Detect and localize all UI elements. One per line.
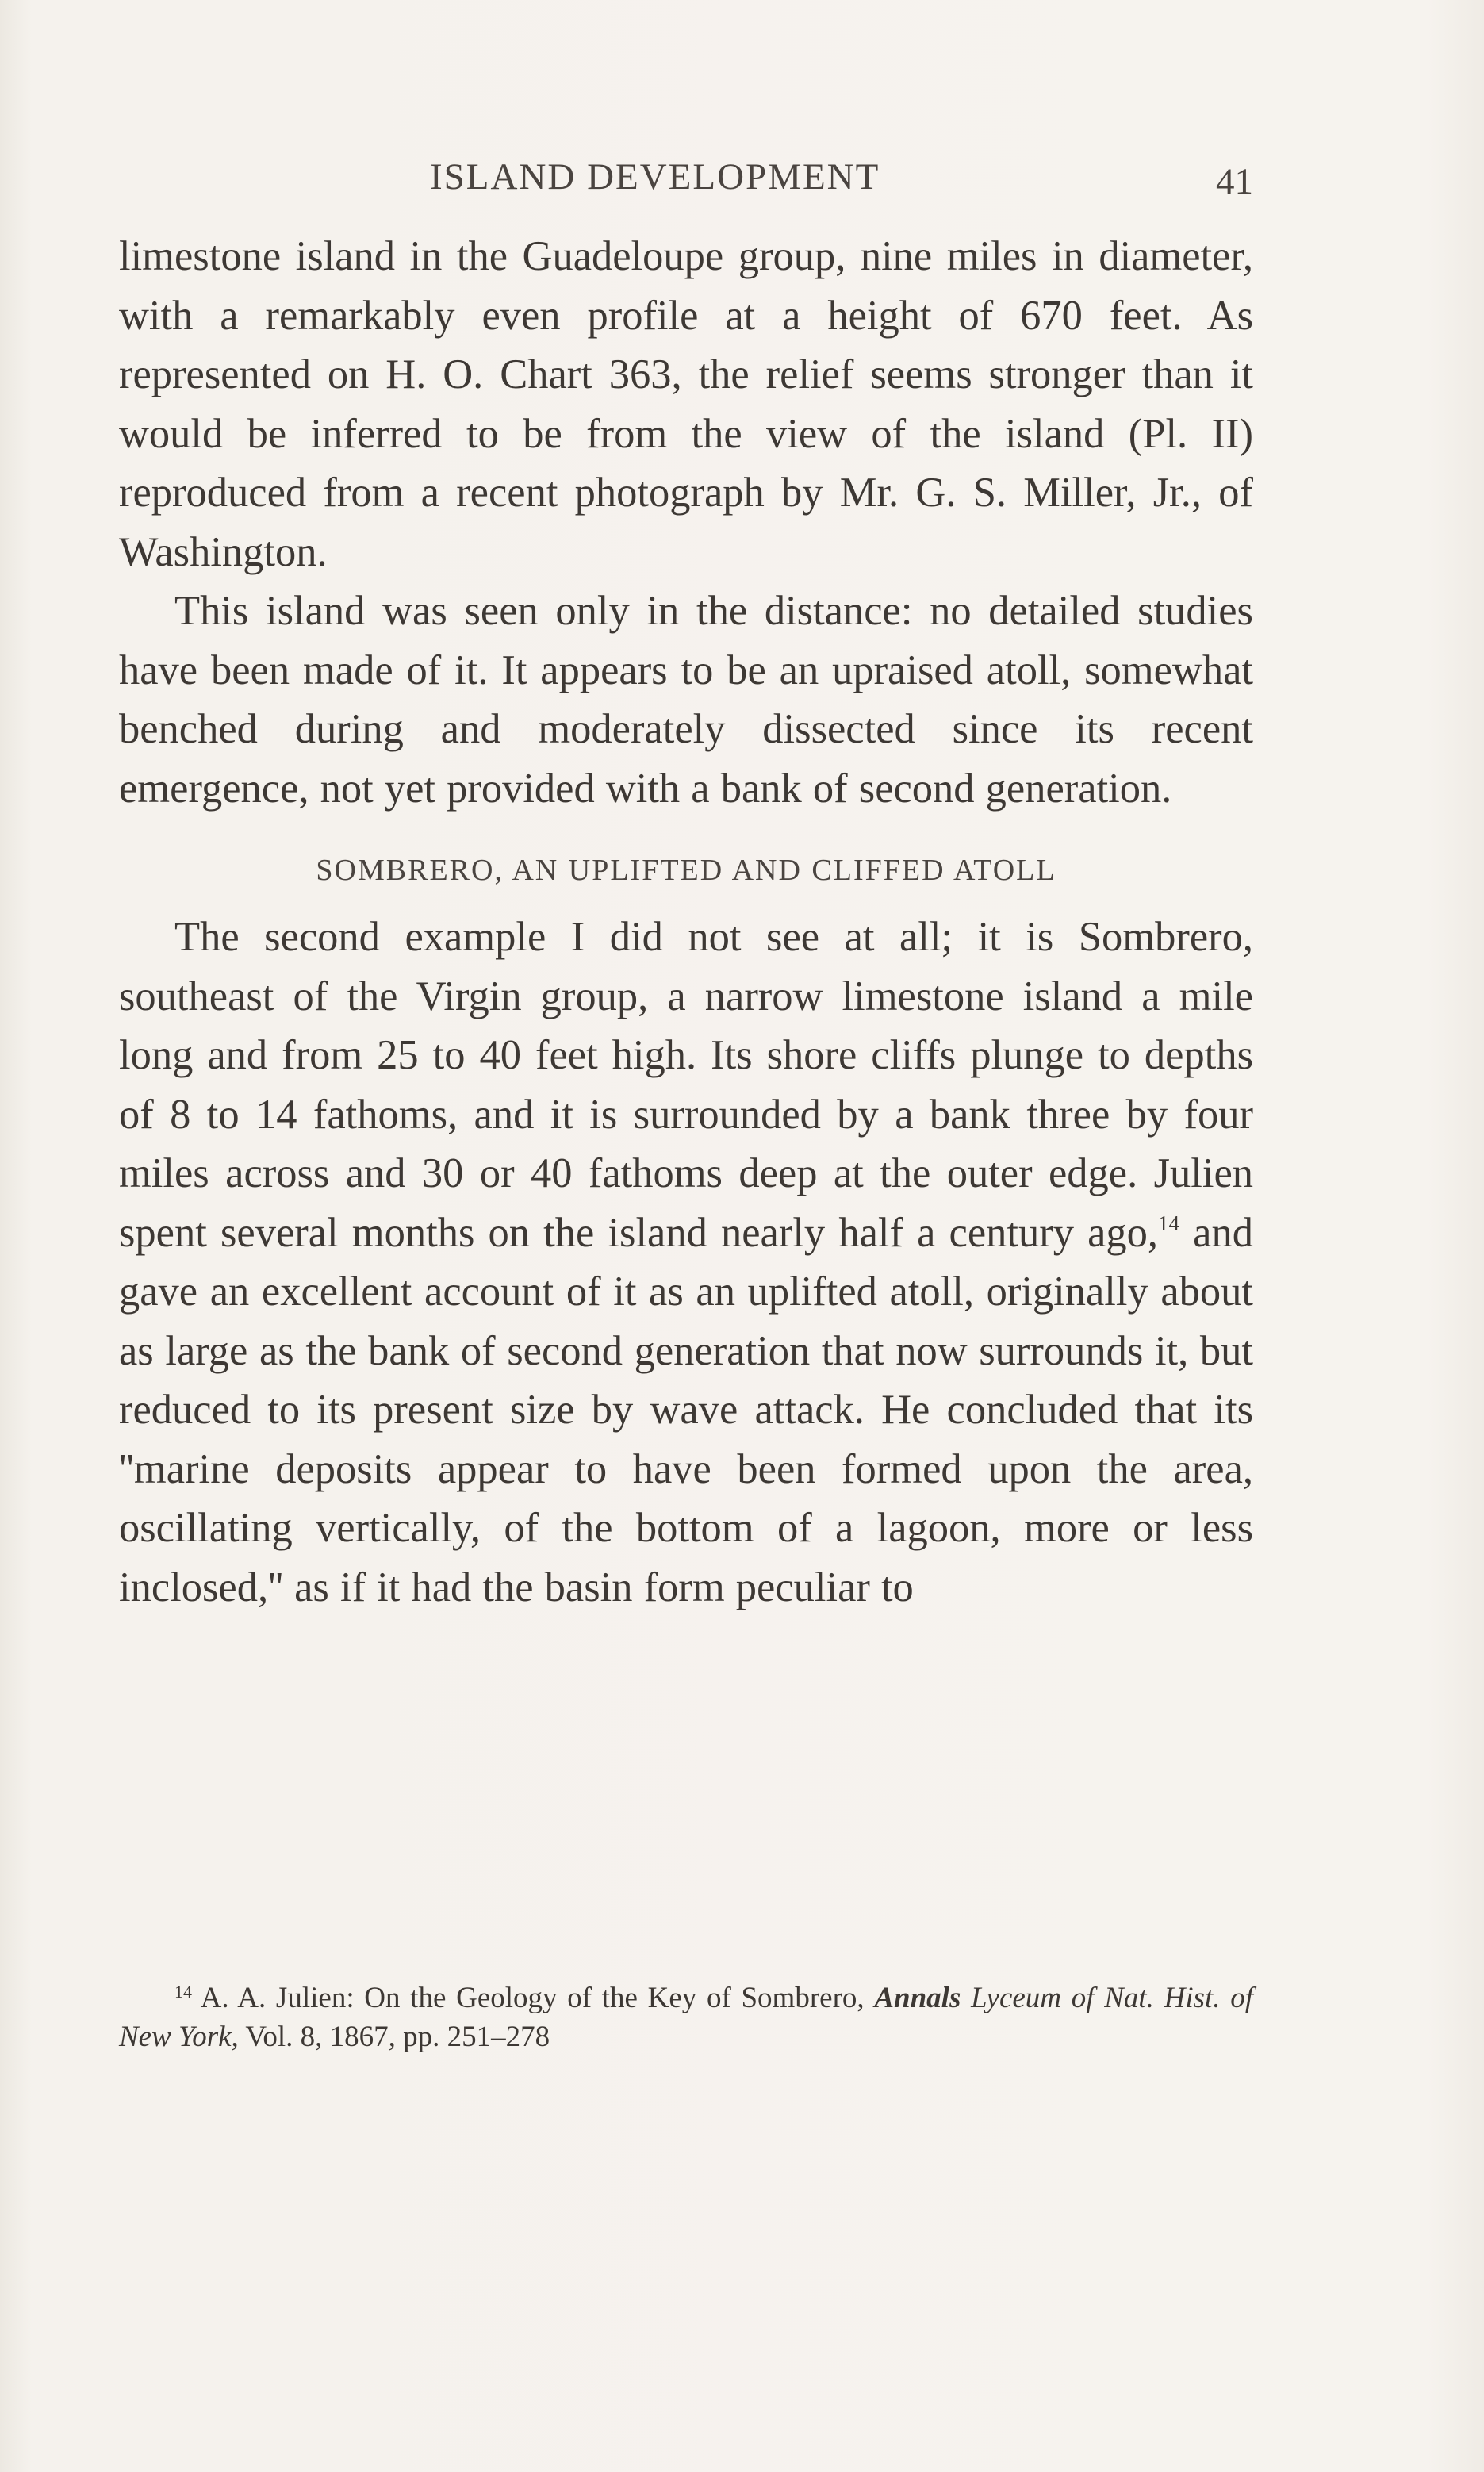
page-number: 41 bbox=[1216, 161, 1253, 202]
paragraph-sombrero-text-b: and gave an excellent account of it as an uplifted atoll, originally about as large as the bank of second generation that now surrounds it, but reduced to its present size by wave attack. He concluded that its ''marine deposits appear to have been formed upon the area, oscillating vertically, of the bottom of a lagoon, more or less inclosed,'' as if it had the basin form peculiar to bbox=[119, 1209, 1253, 1610]
paragraph-sombrero-text-a: The second example I did not see at all; it is Sombrero, southeast of the Virgin group, a narrow limestone island a mile long and from 25 to 40 feet high. Its shore cliffs plunge to depths of 8 to 14 fathoms, and it is surrounded by a bank three by four miles across and 30 or 40 fathoms deep at the outer edge. Julien spent several months on the island nearly half a century ago, bbox=[119, 914, 1253, 1256]
page-header bbox=[119, 155, 1253, 211]
footnote-details: , Vol. 8, 1867, pp. 251–278 bbox=[231, 2021, 550, 2053]
paragraph-island-observations: This island was seen only in the distance: no detailed studies have been made of it. It appears to be an upraised atoll, somewhat benched during and moderately dissected since its recent emergence, not yet provided with a bank of second generation. bbox=[119, 588, 1253, 812]
section-heading: SOMBRERO, AN UPLIFTED AND CLIFFED ATOLL bbox=[316, 854, 1056, 887]
footnote bbox=[119, 1972, 1253, 2056]
footnote-mark: 14 bbox=[174, 1982, 192, 2002]
running-head: ISLAND DEVELOPMENT bbox=[430, 156, 880, 198]
footnote-journal-a: Annals bbox=[874, 1982, 961, 2014]
footnote-journal-b: Lyceum of Nat. Hist. of New York bbox=[119, 1982, 1253, 2053]
footnote-reference[interactable]: 14 bbox=[1158, 1211, 1180, 1235]
footnote-author-title: A. A. Julien: On the Geology of the Key of Sombrero, bbox=[192, 1982, 875, 2014]
footnote-text bbox=[119, 1972, 1253, 2056]
paragraph-sombrero bbox=[119, 908, 1253, 1617]
body-text bbox=[119, 227, 1253, 1617]
paragraph-continued: limestone island in the Guadeloupe group, nine miles in diameter, with a remarkably even profile at a height of 670 feet. As represented on H. O. Chart 363, the relief seems stronger than it would be inferred to be from the view of the island (Pl. II) reproduced from a recent photograph by Mr. G. S. Miller, Jr., of Washington. bbox=[119, 233, 1253, 575]
